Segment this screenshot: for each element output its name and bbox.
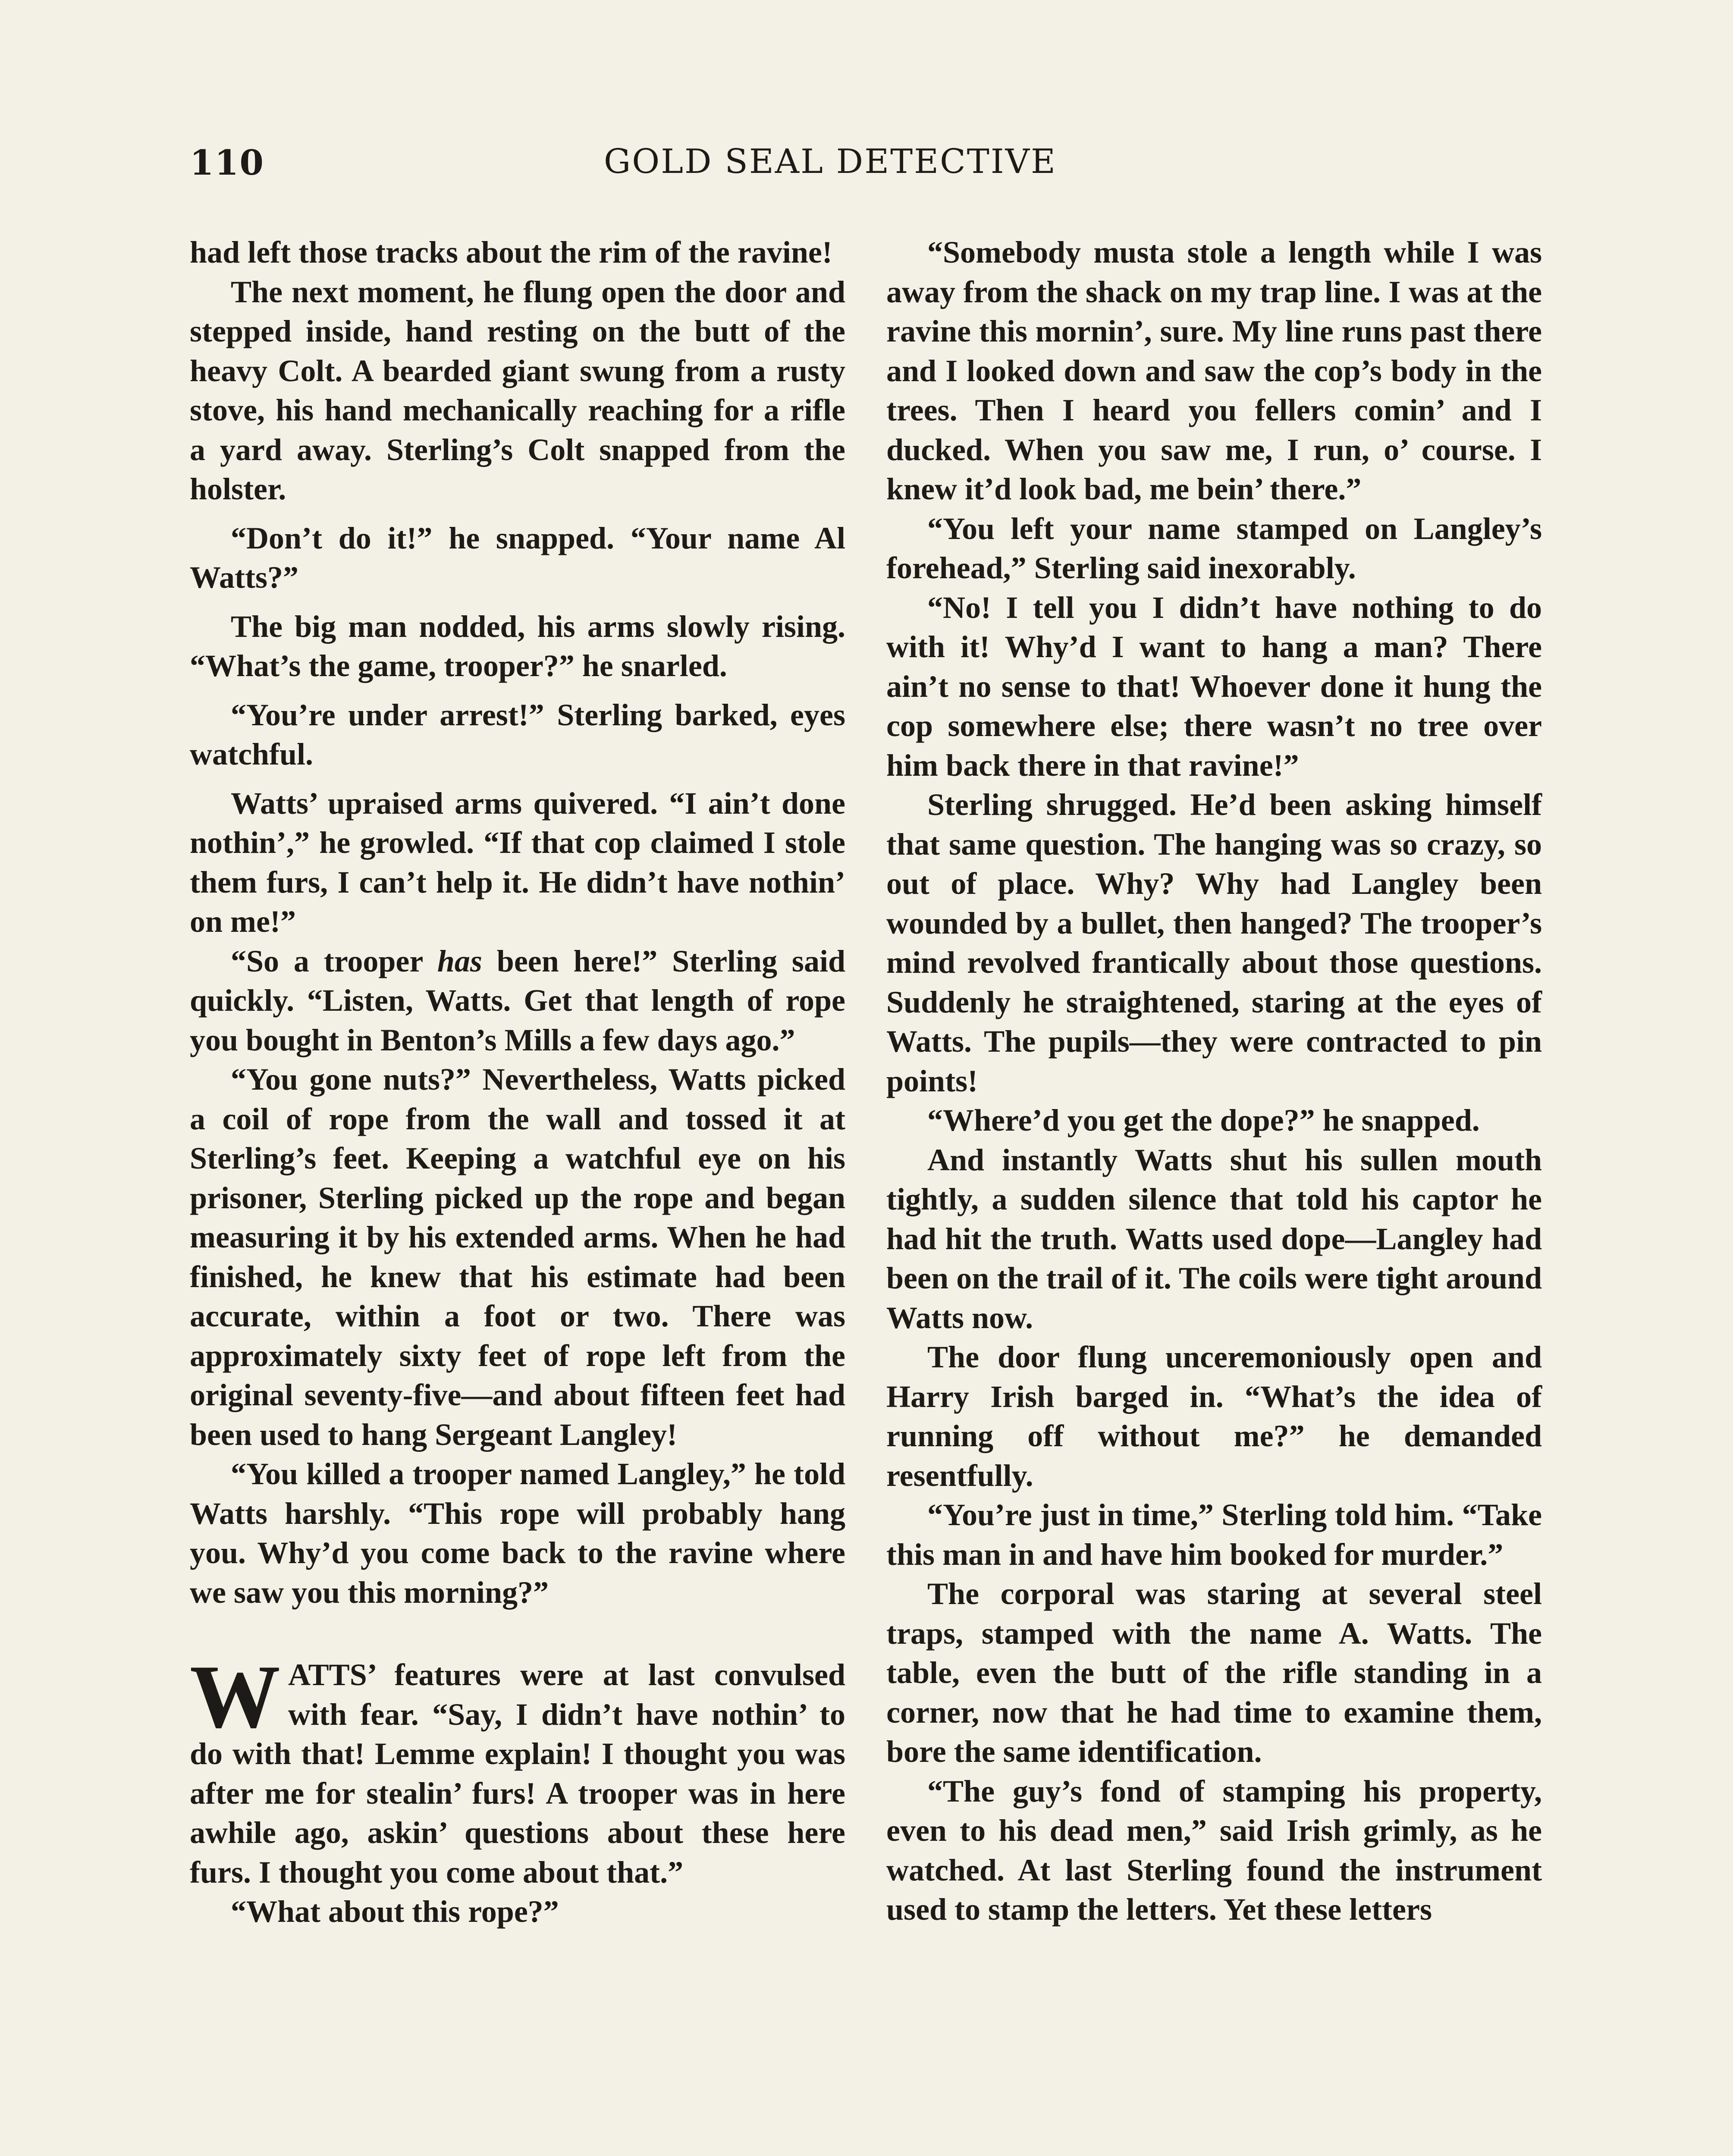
paragraph: “No! I tell you I didn’t have nothing to do with it! Why’d I want to hang a man? There ain’t no sense to that! Whoever done it hung the cop somewhere else; there wasn’t no tree over him back there in that ravine!” <box>886 590 1542 783</box>
paragraph: The next moment, he flung open the door and stepped inside, hand resting on the butt of the heavy Colt. A bearded giant swung from a rusty stove, his hand mechanically reaching for a rifle a yard away. Sterling’s Colt snapped from the holster. <box>190 274 845 506</box>
paragraph: “The guy’s fond of stamping his property, even to his dead men,” said Irish grimly, as he watched. At last Sterling found the instrument used to stamp the letters. Yet these letters <box>886 1774 1542 1927</box>
paragraph: “Don’t do it!” he snapped. “Your name Al Watts?” <box>190 520 845 595</box>
paragraph <box>190 942 845 1060</box>
page-number: 110 <box>190 142 264 183</box>
section-break <box>190 1612 845 1655</box>
paragraph: Sterling shrugged. He’d been asking himself that same question. The hanging was so crazy, so out of place. Why? Why had Langley been wounded by a bullet, then hanged? The trooper’s mind revolved frantically about those questions. Suddenly he straightened, staring at the eyes of Watts. The pupils—they were contracted to pin points! <box>886 787 1542 1098</box>
paragraph-text: ATTS’ features were at last convulsed with fear. “Say, I didn’t have nothin’ to do with that! Lemme explain! I thought you was after me for stealin’ furs! A trooper was in here awhile ago, askin’ questions about these here furs. I thought you come about that.” <box>190 1658 845 1890</box>
paragraph: “You left your name stamped on Langley’s forehead,” Sterling said inexorably. <box>886 511 1542 585</box>
paragraph: “Somebody musta stole a length while I was away from the shack on my trap line. I was at the ravine this mornin’, sure. My line runs past there and I looked down and saw the cop’s body in the trees. Then I heard you fellers comin’ and I ducked. When you saw me, I run, o’ course. I knew it’d look bad, me bein’ there.” <box>886 235 1542 506</box>
running-title: GOLD SEAL DETECTIVE <box>604 142 1057 181</box>
paragraph: The door flung unceremoniously open and Harry Irish barged in. “What’s the idea of running off without me?” he demanded resentfully. <box>886 1340 1542 1493</box>
left-column <box>190 233 845 2156</box>
paragraph: “You killed a trooper named Langley,” he told Watts harshly. “This rope will probably hang you. Why’d you come back to the ravine where we saw you this morning?” <box>190 1457 845 1610</box>
paragraph: “What about this rope?” <box>231 1894 559 1929</box>
right-column <box>886 233 1542 2156</box>
paragraph: Watts’ upraised arms quivered. “I ain’t done nothin’,” he growled. “If that cop claimed I stole them furs, I can’t help it. He didn’t have nothin’ on me!” <box>190 786 845 939</box>
drop-cap: W <box>190 1647 280 1747</box>
paragraph-text: “So a trooper <box>231 943 437 978</box>
paragraph: “You’re just in time,” Sterling told him. “Take this man in and have him booked for murder.” <box>886 1498 1542 1572</box>
paragraph: “Where’d you get the dope?” he snapped. <box>927 1103 1480 1138</box>
paragraph: The corporal was staring at several steel traps, stamped with the name A. Watts. The table, even the butt of the rifle standing in a corner, now that he had time to examine them, bore the same identification. <box>886 1576 1542 1769</box>
paragraph: And instantly Watts shut his sullen mouth tightly, a sudden silence that told his captor he had hit the truth. Watts used dope—Langley had been on the trail of it. The coils were tight around Watts now. <box>886 1142 1542 1335</box>
paragraph: “You gone nuts?” Nevertheless, Watts picked a coil of rope from the wall and tossed it at Sterling’s feet. Keeping a watchful eye on his prisoner, Sterling picked up the rope and began measuring it by his extended arms. When he had finished, he knew that his estimate had been accurate, within a foot or two. There was approximately sixty feet of rope left from the original seventy-five—and about fifteen feet had been used to hang Sergeant Langley! <box>190 1062 845 1452</box>
paragraph: The big man nodded, his arms slowly rising. “What’s the game, trooper?” he snarled. <box>190 609 845 683</box>
emphasis-text: has <box>437 943 482 978</box>
paragraph: had left those tracks about the rim of the ravine! <box>190 235 832 270</box>
page-header <box>190 142 1548 207</box>
paragraph: “You’re under arrest!” Sterling barked, eyes watchful. <box>190 697 845 771</box>
paragraph-text: been here!” Sterling said quickly. “Listen, Watts. Get that length of rope you bought in Benton’s Mills a few days ago.” <box>190 943 845 1057</box>
dropcap-paragraph <box>190 1647 845 1892</box>
